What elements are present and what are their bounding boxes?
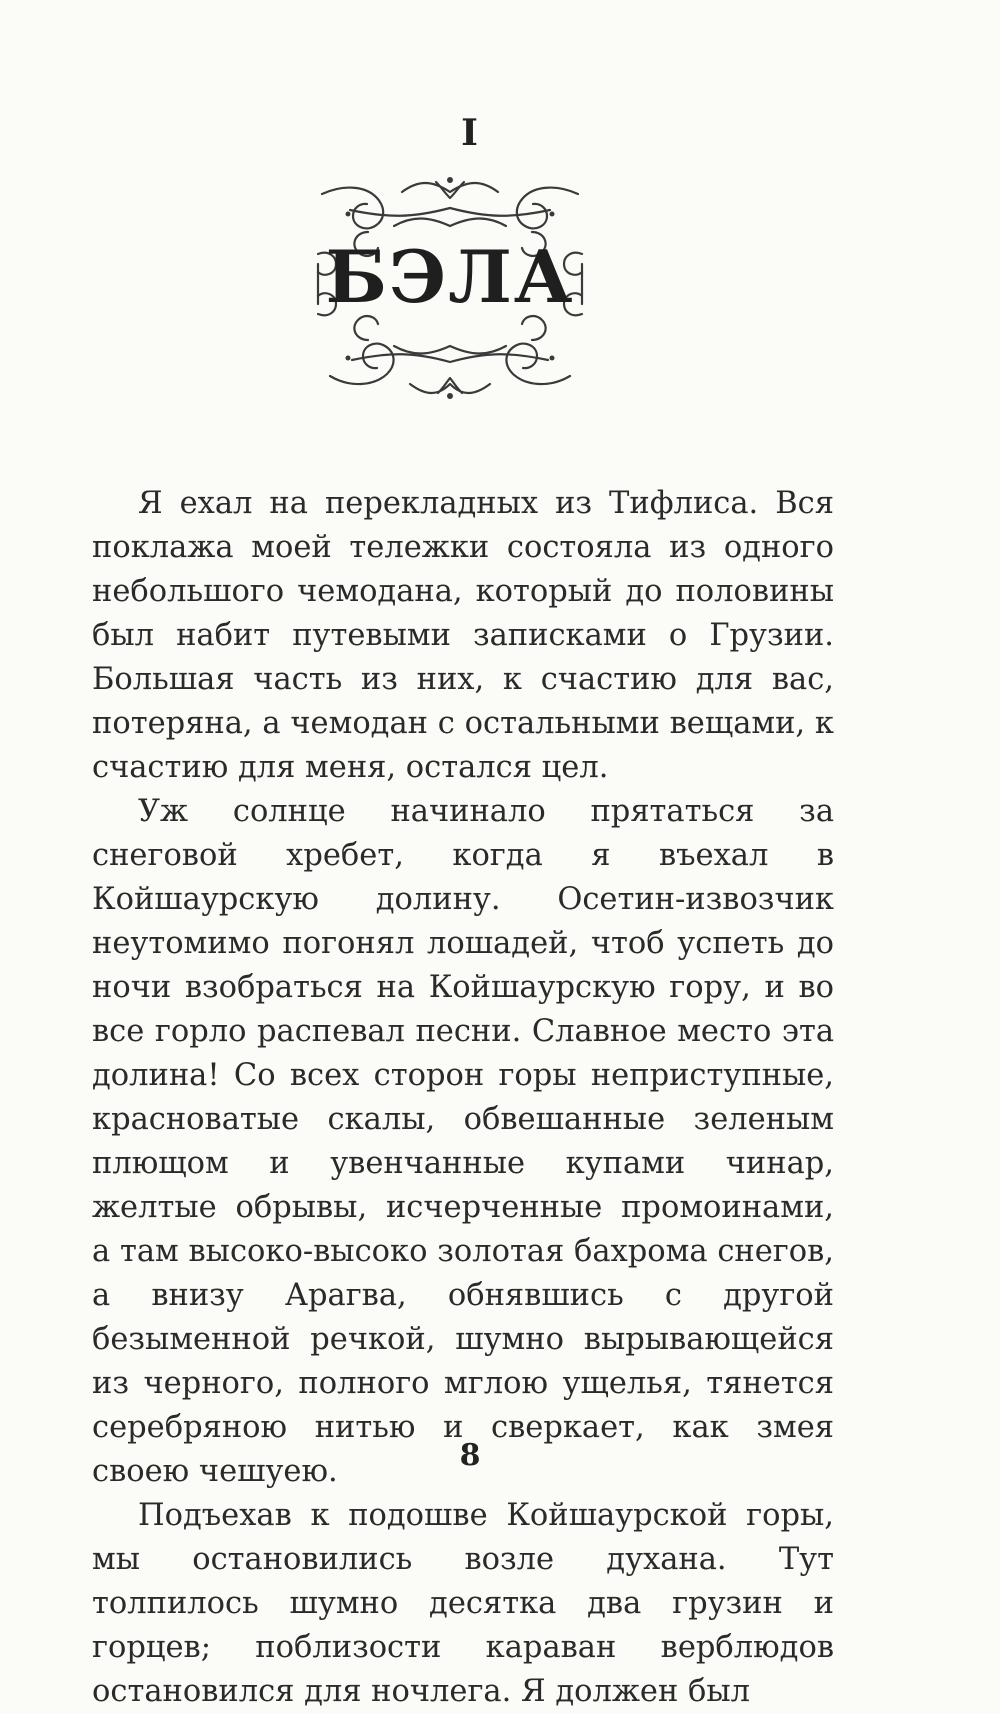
paragraph-1: Я ехал на перекладных из Тифлиса. Вся поклажа моей тележки состояла из одного небольшого чемодана, который до половины был набит путевыми записками о Грузии. Большая часть из них, к счастию для вас, потеряна, а чемодан с остальными вещами, к счастию для меня, остался цел. [92, 486, 834, 785]
chapter-number: I [461, 112, 479, 154]
page-number: 8 [459, 1438, 481, 1473]
chapter-title-ornament [300, 172, 600, 402]
chapter-title: БЭЛА [325, 234, 575, 319]
paragraph-3: Подъехав к подошве Койшаурской горы, мы остановились возле духана. Тут толпилось шумно десятка два грузин и горцев; поблизости караван верблюдов остановился для ночлега. Я должен был [92, 1498, 834, 1709]
paragraph-2: Уж солнце начинало прятаться за снеговой хребет, когда я въехал в Койшаурскую долину. Осетин-извозчик неутомимо погонял лошадей, чтоб успеть до ночи взобраться на Койшаурскую гору, и во все горло распевал песни. Славное место эта долина! Со всех сторон горы неприступные, красноватые скалы, обвешанные зеленым плющом и увенчанные купами чинар, желтые обрывы, исчерченные промоинами, а там высоко-высоко золотая бахрома снегов, а внизу Арагва, обнявшись с другой безыменной речкой, шумно вырывающейся из черного, полного мглою ущелья, тянется серебряною нитью и сверкает, как змея своею чешуею. [92, 794, 834, 1489]
chapter-body [92, 482, 834, 1714]
